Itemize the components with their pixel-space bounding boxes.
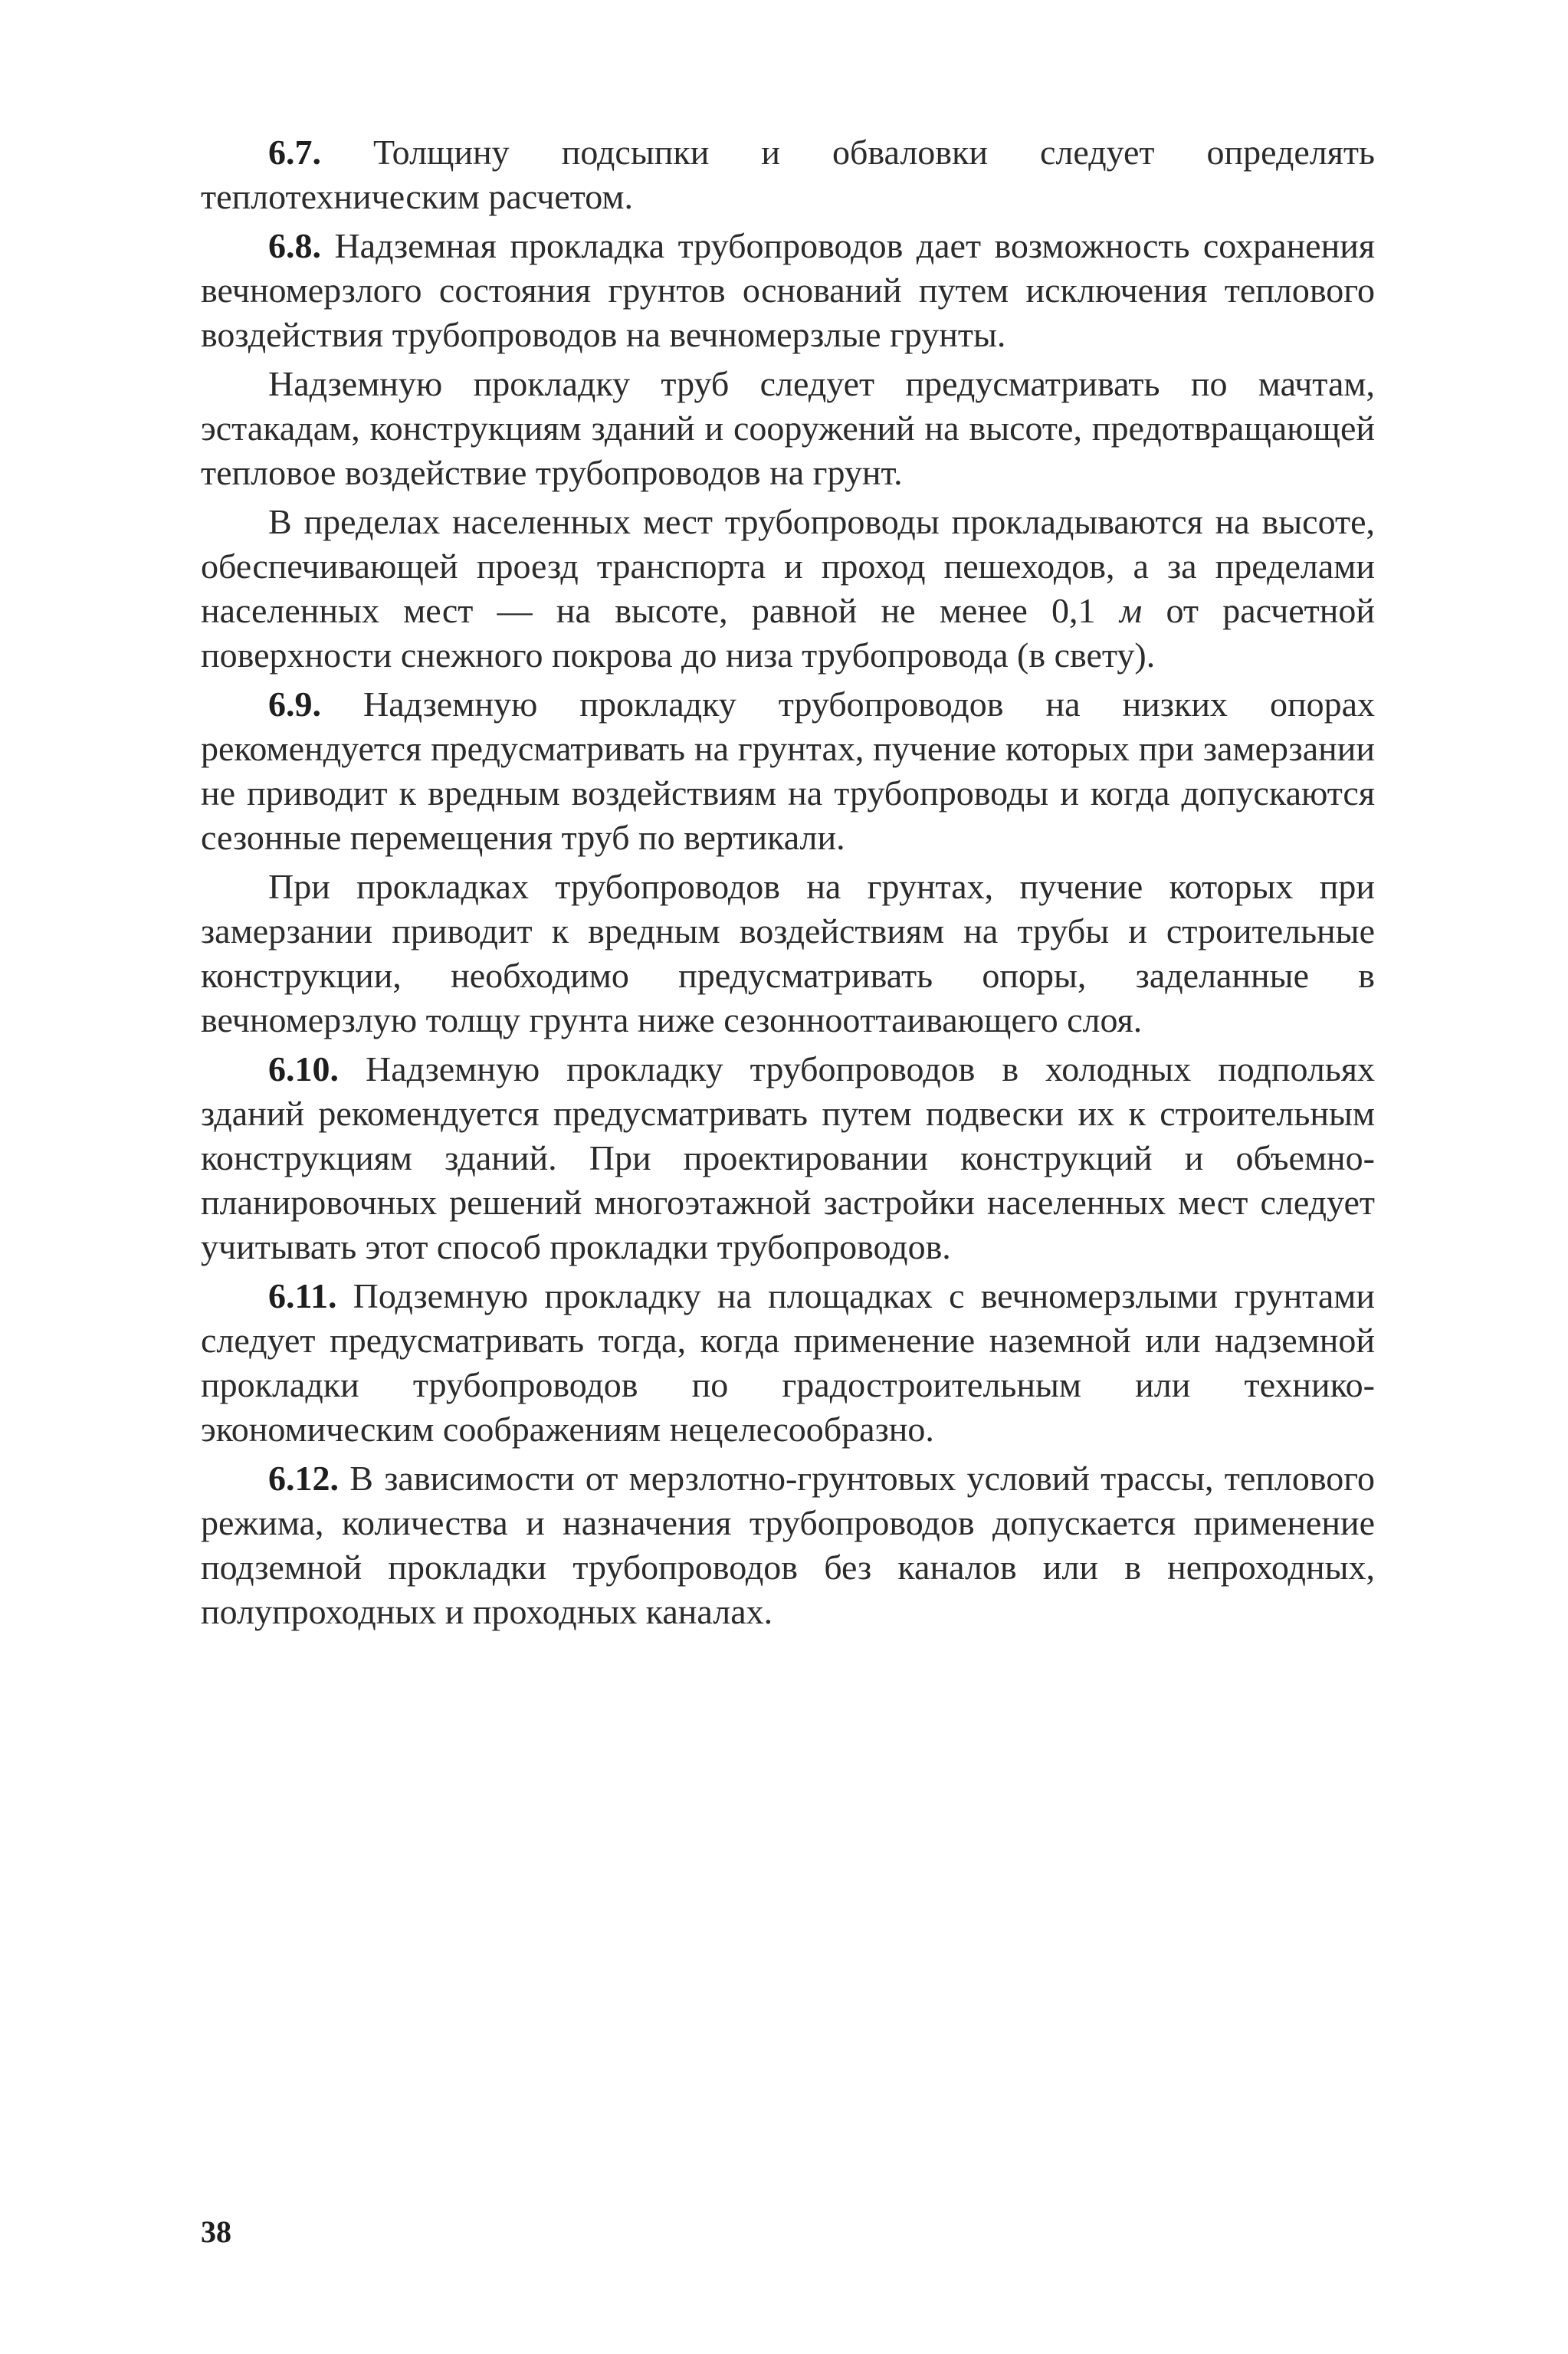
paragraph-6-10 xyxy=(201,1047,1375,1269)
paragraph-6-7 xyxy=(201,130,1375,219)
paragraph-text: Подземную прокладку на площадках с вечномерзлыми грунтами следует предусматривать тогда, когда применение наземной или надземной прокладки трубопроводов по градостроительным или технико-экономическим соображениям нецелесообразно. xyxy=(201,1276,1375,1449)
unit-label: м xyxy=(1119,591,1143,630)
paragraph-text-continued: от расчетной поверхности снежного покрова до низа трубопровода (в свету). xyxy=(201,591,1375,675)
paragraph-6-8-above-ground-laying xyxy=(201,362,1375,495)
clause-number: 6.8. xyxy=(268,226,321,265)
paragraph-text: В пределах населенных мест трубопроводы прокладываются на высоте, обеспечивающей проезд транспорта и проход пешеходов, а за пределами населенных мест — на высоте, равной не менее 0,1 xyxy=(201,502,1375,630)
paragraph-6-9 xyxy=(201,682,1375,860)
paragraph-6-9-supports xyxy=(201,865,1375,1042)
paragraph-6-8-populated-areas xyxy=(201,500,1375,678)
paragraph-text: Надземную прокладку труб следует предусматривать по мачтам, эстакадам, конструкциям зданий и сооружений на высоте, предотвращающей тепловое воздействие трубопроводов на грунт. xyxy=(201,364,1375,492)
paragraph-6-11 xyxy=(201,1274,1375,1452)
paragraph-6-12 xyxy=(201,1456,1375,1634)
paragraph-text: Надземную прокладку трубопроводов в холодных подпольях зданий рекомендуется предусматривать путем подвески их к строительным конструкциям зданий. При проектировании конструкций и объемно-планировочных решений многоэтажной застройки населенных мест следует учитывать этот способ прокладки трубопроводов. xyxy=(201,1049,1375,1266)
document-text xyxy=(201,130,1375,1634)
paragraph-text: При прокладках трубопроводов на грунтах, пучение которых при замерзании приводит к вредным воздействиям на трубы и строительные конструкции, необходимо предусматривать опоры, заделанные в вечномерзлую толщу грунта ниже сезонноoттаивающего слоя. xyxy=(201,867,1375,1039)
paragraph-text: Толщину подсыпки и обваловки следует определять теплотехническим расчетом. xyxy=(201,133,1375,216)
clause-number: 6.7. xyxy=(268,133,321,172)
clause-number: 6.10. xyxy=(268,1049,339,1088)
page-body xyxy=(201,130,1375,2292)
page-number: 38 xyxy=(201,2214,231,2249)
clause-number: 6.9. xyxy=(268,685,321,724)
paragraph-text: Надземная прокладка трубопроводов дает возможность сохранения вечномерзлого состояния грунтов оснований путем исключения теплового воздействия трубопроводов на вечномерзлые грунты. xyxy=(201,226,1375,354)
clause-number: 6.11. xyxy=(268,1276,337,1315)
paragraph-6-8 xyxy=(201,224,1375,357)
paragraph-text: Надземную прокладку трубопроводов на низких опорах рекомендуется предусматривать на грунтах, пучение которых при замерзании не приводит к вредным воздействиям на трубопроводы и когда допускаются сезонные перемещения труб по вертикали. xyxy=(201,685,1375,857)
clause-number: 6.12. xyxy=(268,1459,339,1498)
paragraph-text: В зависимости от мерзлотно-грунтовых условий трассы, теплового режима, количества и назначения трубопроводов допускается применение подземной прокладки трубопроводов без каналов или в непроходных, полупроходных и проходных каналах. xyxy=(201,1459,1375,1631)
